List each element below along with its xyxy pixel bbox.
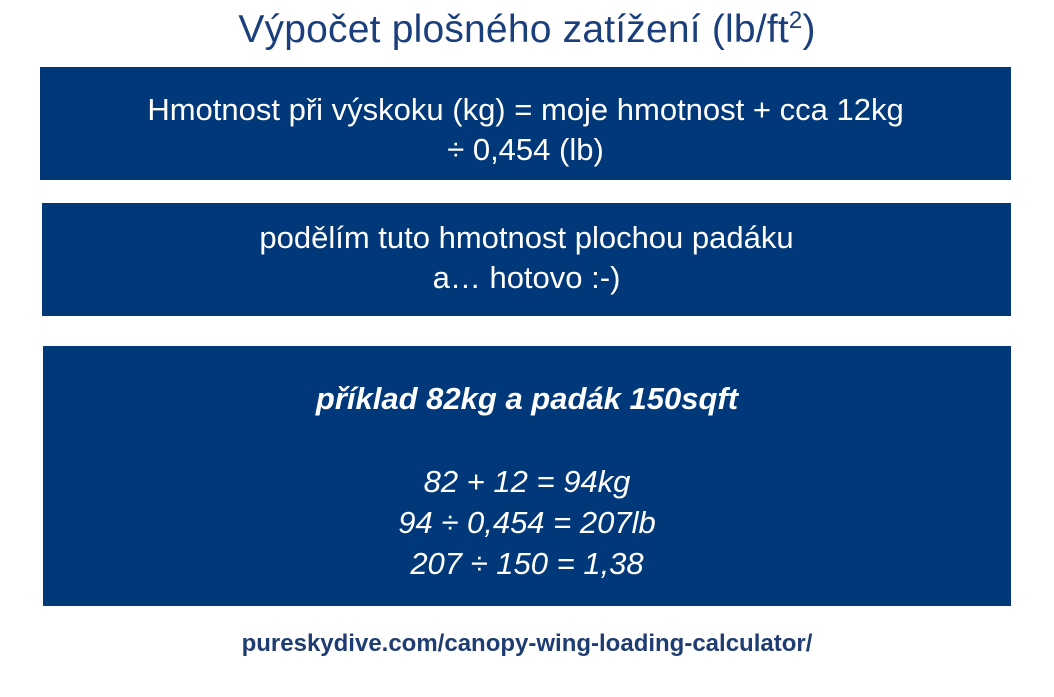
calc-step-1: 82 + 12 = 94kg <box>423 464 631 499</box>
calc-step-2: 94 ÷ 0,454 = 207lb <box>398 505 656 540</box>
instruction-box <box>42 203 1011 316</box>
instruction-line-1: podělím tuto hmotnost plochou padáku <box>259 220 794 255</box>
slide-title <box>0 6 1054 54</box>
slide-title-superscript: 2 <box>788 7 803 34</box>
calc-step-3: 207 ÷ 150 = 1,38 <box>410 546 644 581</box>
source-link[interactable]: pureskydive.com/canopy-wing-loading-calculator/ <box>241 630 813 657</box>
slide-title-text: Výpočet plošného zatížení (lb/ft <box>238 8 789 51</box>
example-calculations <box>43 461 1011 584</box>
instruction-line-2: a… hotovo :-) <box>432 260 621 295</box>
example-box <box>43 346 1011 606</box>
formula-line-1: Hmotnost při výskoku (kg) = moje hmotnost + cca 12kg <box>147 92 904 127</box>
example-heading: příklad 82kg a padák 150sqft <box>315 381 739 416</box>
formula-box <box>40 67 1011 180</box>
slide-title-end: ) <box>802 8 816 51</box>
formula-line-2: ÷ 0,454 (lb) <box>447 132 604 167</box>
